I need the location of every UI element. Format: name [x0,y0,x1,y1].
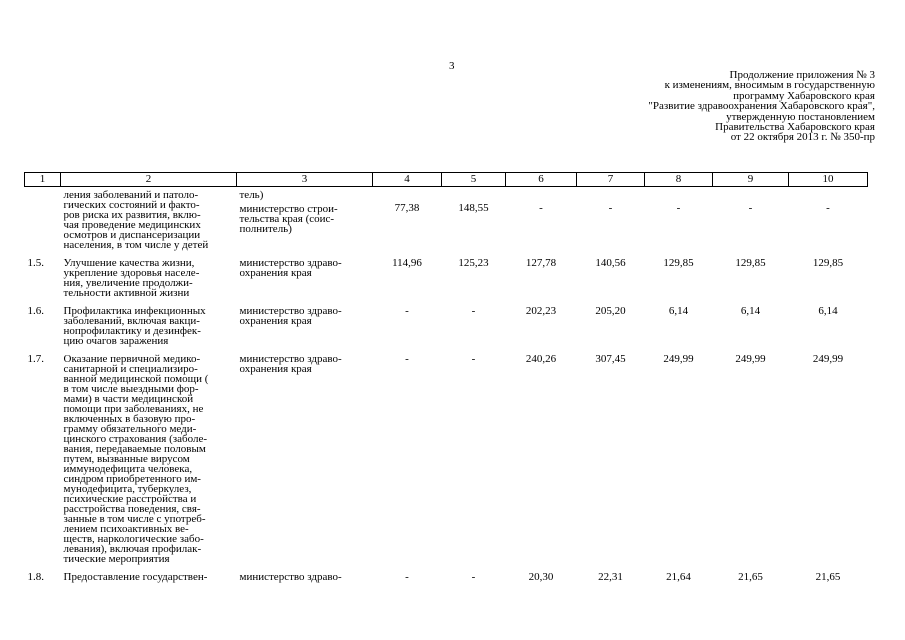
column-header: 10 [789,173,868,187]
funding-value: 20,30 [528,571,554,583]
column-header: 2 [61,173,237,187]
executor-cell [237,564,373,582]
executor: министерство строи- тельства края (соис- полнитель) [239,203,338,235]
funding-value: 249,99 [663,353,694,365]
column-header: 9 [713,173,789,187]
header-line: программу Хабаровского края [733,89,875,102]
header-line: "Развитие здравоохранения Хабаровского края", [648,100,875,113]
header-line: от 22 октября 2013 г. № 350-пр [730,131,875,144]
measure-name: Предоставление государствен- [63,571,208,583]
funding-value: 6,14 [668,305,689,317]
column-header: 4 [373,173,442,187]
funding-value: - [748,202,753,214]
funding-value: - [405,305,409,317]
funding-value: 129,85 [663,257,694,269]
funding-value: 240,26 [525,353,557,365]
executor: министерство здраво- охранения края [239,305,342,327]
funding-value: 114,96 [392,257,422,269]
measure-name: Улучшение качества жизни, укрепление здоровья населе- ния, увеличение продолжи- тельности активной жизни [63,257,200,299]
executor: министерство здраво- охранения края [239,353,342,375]
funding-value: 307,45 [595,353,626,365]
funding-value: 22,31 [598,571,623,583]
funding-value: - [826,202,830,214]
appendix-header [555,70,875,143]
executor-cell [237,187,373,251]
funding-value: 249,99 [735,353,766,365]
column-header: 3 [237,173,373,187]
header-line: к изменениям, вносимым в государственную [664,79,875,92]
table-row [25,250,868,298]
page-number: 3 [449,60,455,72]
funding-value: - [676,202,681,214]
funding-value: - [471,353,476,365]
executor-cell [237,298,373,346]
funding-value: 6,14 [818,305,838,317]
row-number: 1.5. [27,257,44,269]
executor-continuation: тель) [239,189,264,201]
funding-value: 202,23 [525,305,557,317]
column-number-row [25,173,868,187]
measure-name: Оказание первичной медико- санитарной и специализиро- ванной медицинской помощи ( в том числе выездными фор- мами) в части медицинской помощи при заболеваниях, не включенных в базовую про- грамму обязательного меди- цинского страхования (заболе- вания, передаваемые половым путем, вызванные вирусом иммунодефицита человека, синдром приобретенного им- мунодефицита, туберкулез, психические расстройства и расстройства поведения, свя- занные в том числе с употреб- лением психоактивных ве- ществ, наркологические забо- левания), включая профилак- тические мероприятия [63,353,209,565]
funding-value: - [405,571,409,583]
column-header: 1 [25,173,61,187]
funding-value: 148,55 [458,202,489,214]
funding-value: - [405,353,409,365]
row-number [25,187,61,251]
funding-value: 140,56 [595,257,626,269]
funding-value: 21,64 [666,571,691,583]
executor-cell [237,250,373,298]
table-row [25,298,868,346]
funding-value: 77,38 [394,202,420,214]
funding-value: 6,14 [740,305,761,317]
funding-table [24,172,868,582]
header-line: утвержденную постановлением [726,110,875,123]
funding-value: 125,23 [458,257,489,269]
row-number: 1.8. [27,571,44,583]
header-line: Правительства Хабаровского края [715,121,875,134]
funding-value: 21,65 [738,571,763,583]
funding-value: 127,78 [525,257,557,269]
row-number: 1.6. [27,305,44,317]
header-line: Продолжение приложения № 3 [729,69,875,81]
funding-value: 129,85 [735,257,766,269]
column-header: 6 [506,173,577,187]
column-header: 5 [442,173,506,187]
funding-value: 21,65 [815,571,841,583]
table-row [25,564,868,582]
table-row [25,346,868,564]
executor: министерство здраво- охранения края [239,257,342,279]
row-number: 1.7. [27,353,44,365]
executor: министерство здраво- [239,571,342,583]
column-header: 7 [577,173,645,187]
table-row [25,187,868,251]
funding-value: - [539,202,543,214]
measure-name: ления заболеваний и патоло- гических состояний и факто- ров риска их развития, вклю- чая проведение медицинских осмотров и диспансеризации населения, в том числе у детей [63,189,209,251]
executor-cell [237,346,373,564]
column-header: 8 [645,173,713,187]
funding-value: 129,85 [812,257,844,269]
measure-name: Профилактика инфекционных заболеваний, включая вакци- нопрофилактику и дезинфек- цию очагов заражения [63,305,206,347]
funding-value: - [608,202,613,214]
funding-value: - [471,305,476,317]
funding-value: 205,20 [595,305,626,317]
funding-value: 249,99 [812,353,844,365]
funding-value: - [471,571,476,583]
